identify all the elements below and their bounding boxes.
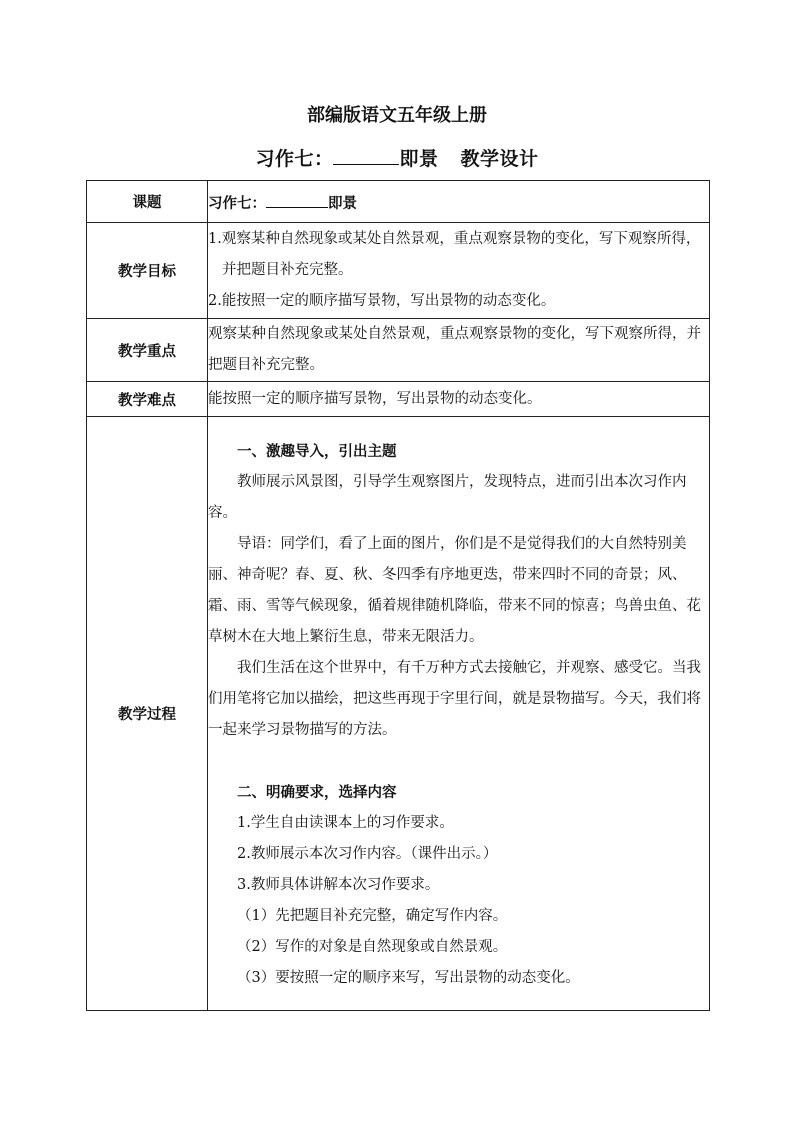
section2-heading: 二、明确要求，选择内容 [237,784,397,801]
objectives-content [208,223,710,319]
subtitle-tail: 教学设计 [460,148,539,170]
topic-content [208,181,710,223]
topic-prefix: 习作七： [208,195,266,212]
topic-suffix: 即景 [328,195,357,212]
key-points-label: 教学重点 [87,319,208,382]
title-blank-line [333,146,399,165]
objective-item-1: 1.观察某种自然现象或某处自然景观，重点观察景物的变化，写下观察所得，并把题目补充完整。 [208,231,701,278]
section1-heading: 一、激趣导入，引出主题 [237,443,397,460]
section2-sub-2: （2）写作的对象是自然现象或自然景观。 [237,939,508,955]
key-points-row [87,319,710,382]
section1-paragraph-1: 教师展示风景图，引导学生观察图片，发现特点，进而引出本次习作内容。 [208,474,687,521]
process-row [87,417,710,1011]
lesson-subtitle [0,146,794,172]
lesson-plan-table [86,180,710,1011]
key-points-text: 观察某种自然现象或某处自然景观，重点观察景物的变化，写下观察所得，并把题目补充完整。 [208,326,701,373]
document-title: 部编版语文五年级上册 [307,105,487,126]
section1-paragraph-3: 我们生活在这个世界中，有千万种方式去接触它，并观察、感受它。当我们用笔将它加以描绘，把这些再现于字里行间，就是景物描写。今天，我们将一起来学习景物描写的方法。 [208,660,701,738]
section2-step-3: 3.教师具体讲解本次习作要求。 [237,877,440,893]
key-points-content [208,319,710,382]
section2-step-2: 2.教师展示本次习作内容。（课件出示。） [237,846,498,862]
section2-sub-1: （1）先把题目补充完整，确定写作内容。 [237,908,508,924]
difficulties-content [208,382,710,417]
difficulties-row [87,382,710,417]
difficulties-text: 能按照一定的顺序描写景物，写出景物的动态变化。 [208,390,542,407]
topic-label: 课题 [87,181,208,223]
section-spacer [208,746,709,777]
process-content [208,417,710,1011]
topic-blank-line [266,193,328,208]
section2-sub-3: （3）要按照一定的顺序来写，写出景物的动态变化。 [237,970,580,986]
section2-step-1: 1.学生自由读课本上的习作要求。 [237,815,454,831]
section1-paragraph-2: 导语：同学们，看了上面的图片，你们是不是觉得我们的大自然特别美丽、神奇呢？春、夏、秋、冬四季有序地更迭，带来四时不同的奇景；风、霜、雨、雪等气候现象，循着规律随机降临，带来不同的惊喜；鸟兽虫鱼、花草树木在大地上繁衍生息，带来无限活力。 [208,536,701,645]
objectives-row [87,223,710,319]
objectives-label: 教学目标 [87,223,208,319]
topic-row [87,181,710,223]
subtitle-prefix: 习作七： [255,148,334,170]
subtitle-suffix: 即景 [399,148,439,170]
objective-item-2: 2.能按照一定的顺序描写景物，写出景物的动态变化。 [208,293,556,309]
difficulties-label: 教学难点 [87,382,208,417]
process-label: 教学过程 [87,417,208,1011]
